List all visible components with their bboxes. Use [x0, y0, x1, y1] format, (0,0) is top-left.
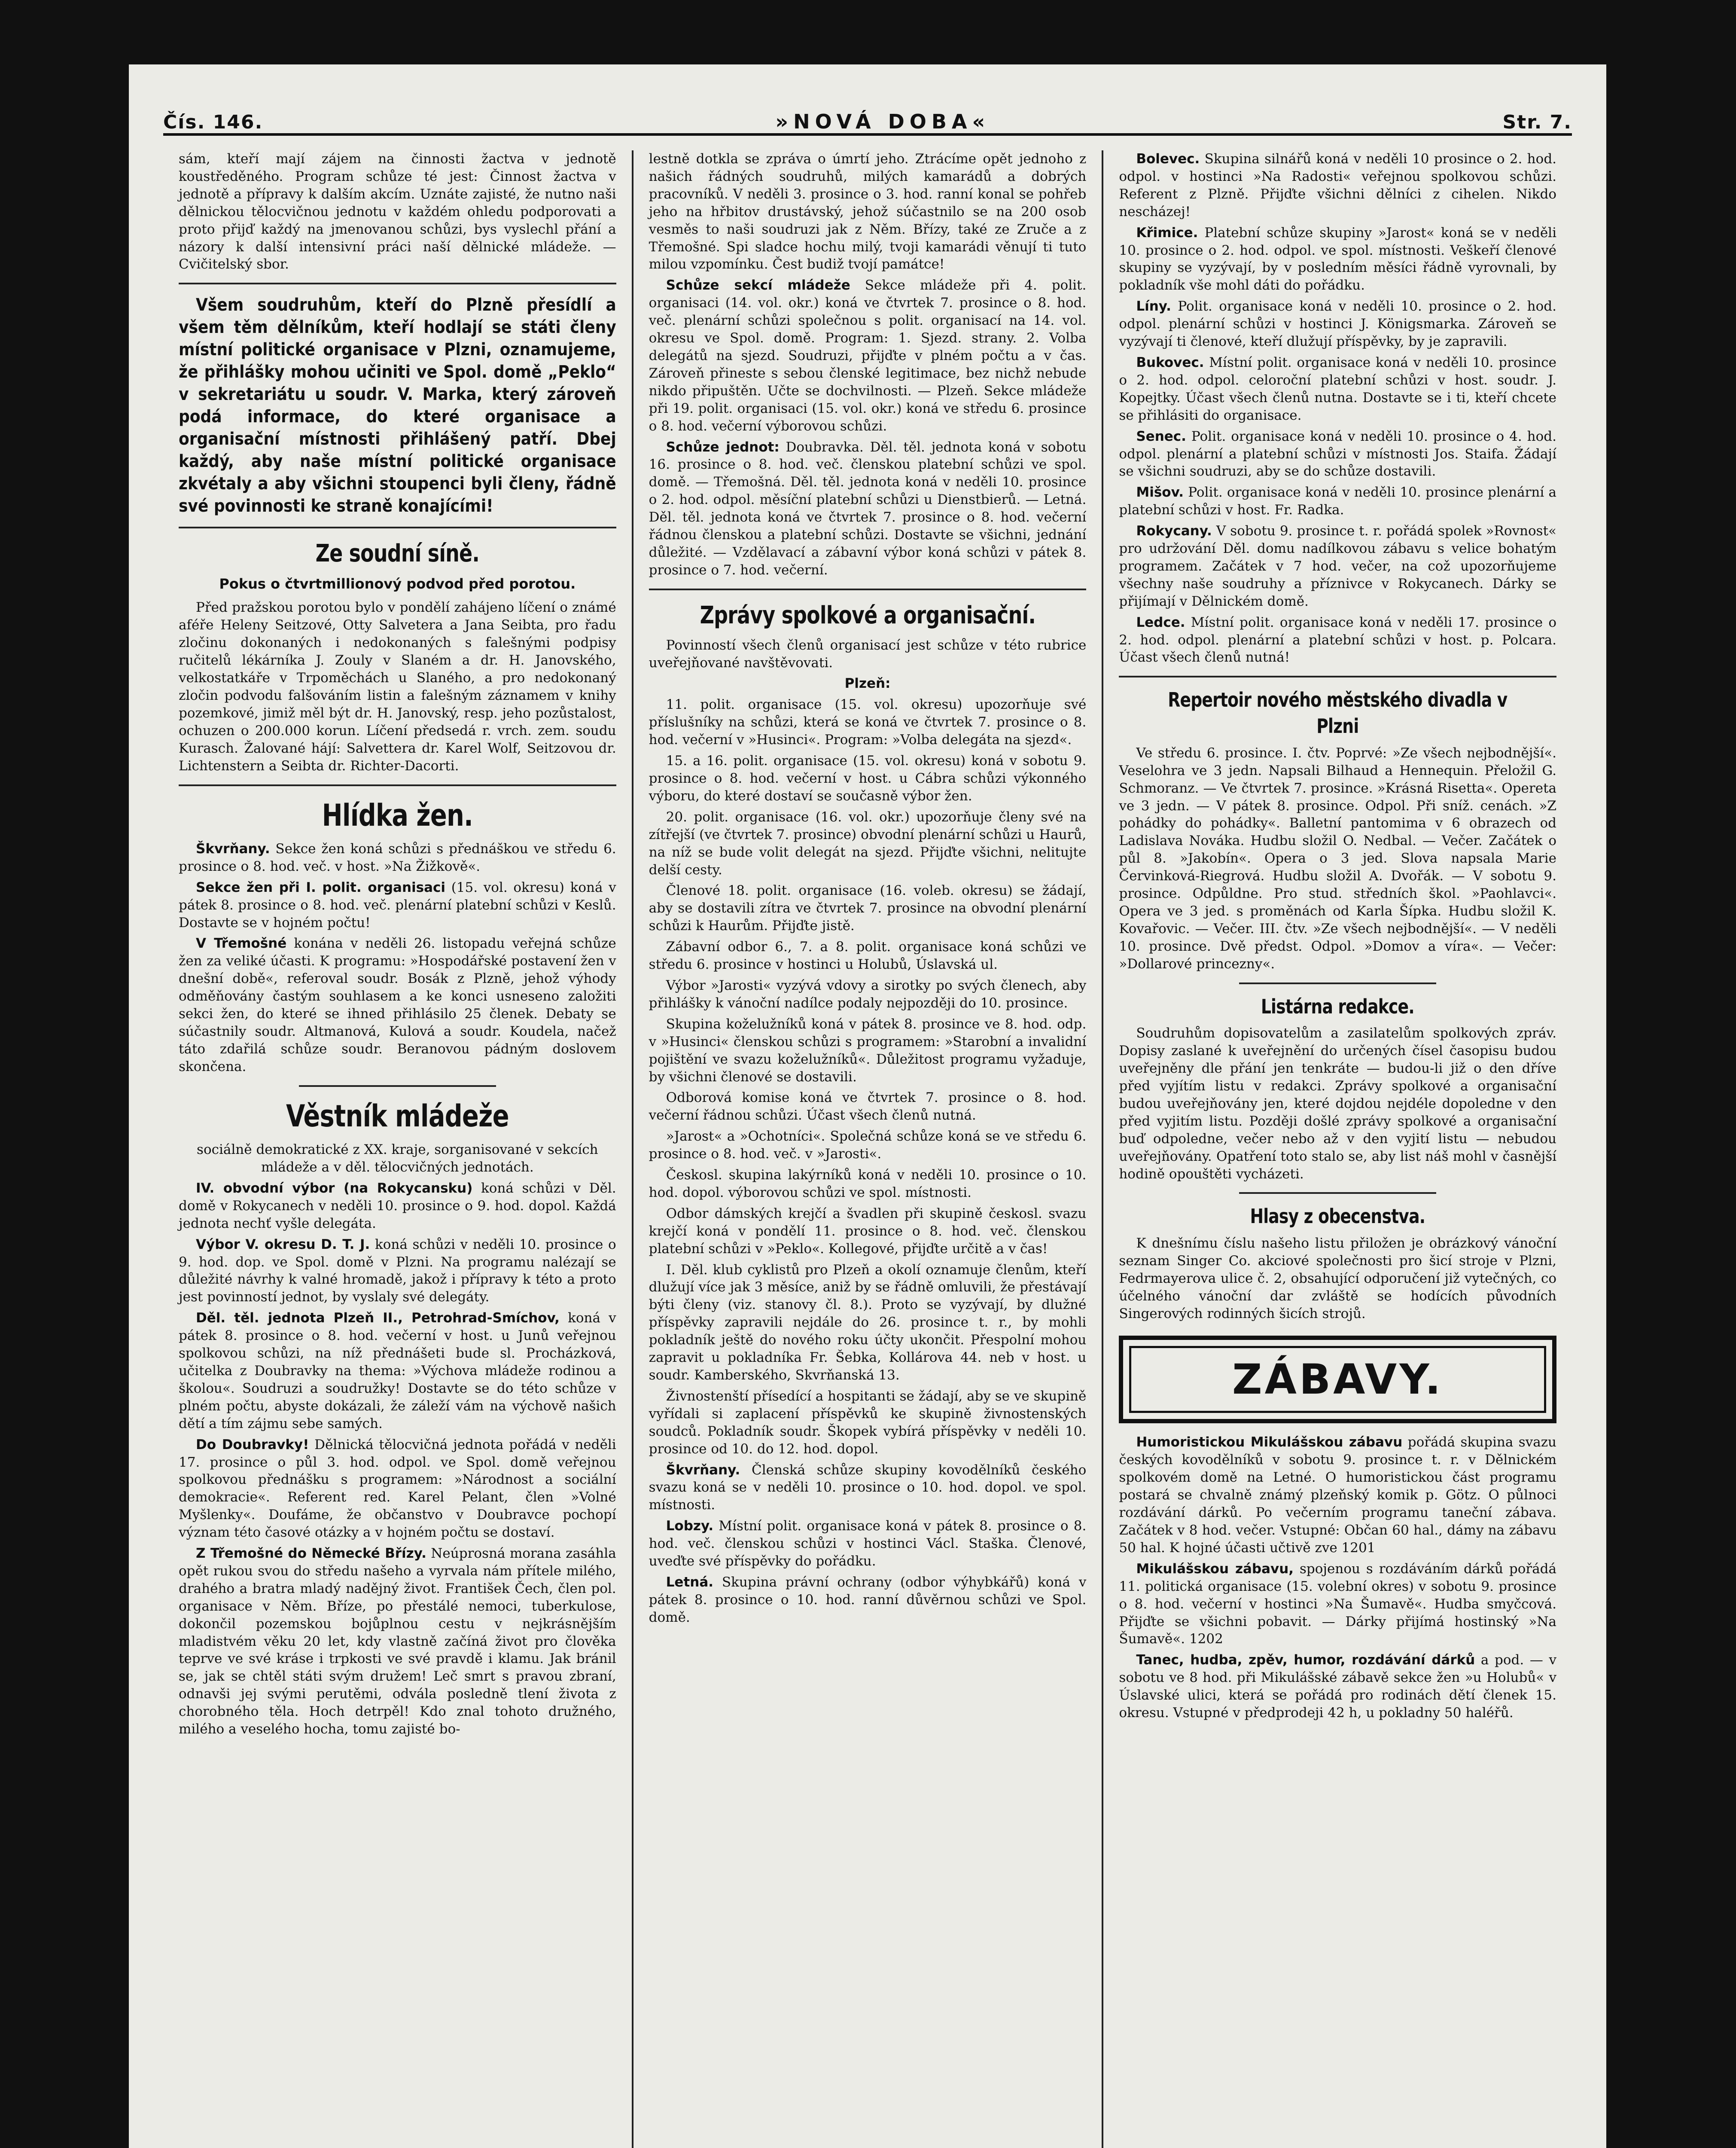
divider	[179, 283, 616, 284]
section-heading-editor: Listárna redakce.	[1261, 995, 1415, 1018]
item-label: Bukovec.	[1136, 354, 1204, 370]
list-item	[1119, 298, 1556, 351]
section-heading-theatre: Repertoir nového městského divadla v Plzni	[1168, 688, 1508, 738]
item-label: Lobzy.	[666, 1518, 714, 1534]
public-notice: K dnešnímu číslu našeho listu přiložen je obrázkový vánoční seznam Singer Co. akciové společnosti pro šicí stroje v Plzni, Fedrmayerova ulice č. 2, obsahující odporučení již vytečných, co účelného vánoční dar zvláště se hodících původních Singerových rodinných šicích strojů.	[1119, 1236, 1557, 1321]
list-item	[1119, 224, 1556, 295]
list-item	[179, 879, 616, 932]
list-item	[179, 935, 616, 1075]
entertainment-box	[1119, 1336, 1556, 1424]
item-label: Sekce žen při I. polit. organisaci	[196, 879, 446, 895]
item-label: Škvrňany.	[196, 841, 270, 857]
item-text: konána v neděli 26. listopadu veřejná schůze žen za veliké účasti. K programu: »Hospodářské postavení žen v dnešní době«, referoval soudr. Bosák z Plzně, jehož výhody odměňovány častým souhlasem a ke konci usneseno založiti sekci žen, do které se ihned přihlásilo 25 členek. Debaty se súčastnily soudr. Altmanová, Kulová a soudr. Koudela, načež táto zdařilá schůze soudr. Beranovou pádným doslovem skončena.	[179, 936, 616, 1074]
list-item	[1119, 484, 1556, 519]
item-label: Ledce.	[1136, 614, 1185, 630]
item-text: a pod. — v sobotu ve 8 hod. při Mikulášské zábavě sekce žen »u Holubů« v Úslavské ulici, která se pořádá pro rodinách dětí členek 15. okresu. Vstupné v předprodeji 42 h, u pokladny 50 haléřů.	[1119, 1652, 1557, 1721]
list-item	[1119, 150, 1556, 221]
column-2	[632, 150, 1102, 2148]
item-text: Sekce žen koná schůzi s přednáškou ve středu 6. prosince o 8. hod. več. v host. »Na Žižkově«.	[179, 841, 616, 874]
divider	[179, 527, 616, 528]
list-item	[1119, 1560, 1556, 1648]
item-label: Bolevec.	[1136, 151, 1200, 167]
list-item: Odbor dámských krejčí a švadlen při skupině českosl. svazu krejčí koná v pondělí 11. prosince o 8. hod. več. členskou platební schůzi v »Peklo«. Kollegové, přijďte určitě a v čas!	[649, 1205, 1087, 1257]
list-item	[179, 1180, 616, 1233]
item-label: Humoristickou Mikulášskou zábavu	[1136, 1434, 1403, 1450]
item-label: Mikulášskou zábavu,	[1136, 1561, 1294, 1577]
item-text: Doubravka. Děl. těl. jednota koná v sobotu 16. prosince o 8. hod. več. členskou platební schůzi ve spol. domě. — Třemošná. Děl. těl. jednota koná v neděli 10. prosince o 2. hod. odpol. měsíční platební schůzi u Dienstbierů. — Letná. Děl. těl. jednota koná ve čtvrtek 7. prosince o 8. hod. večerní řádnou členskou a platební schůzi. Dostavte se všichni, jednání důležité. — Vzdělavací a zábavní výbor koná schůzi v pátek 8. prosince o 7. hod. večerní.	[649, 439, 1087, 578]
item-label: Schůze sekcí mládeže	[666, 278, 850, 293]
list-item	[179, 1545, 616, 1738]
item-label: Schůze jednot:	[666, 439, 780, 455]
divider	[179, 784, 616, 786]
item-text: pořádá skupina svazu českých kovodělníků v sobotu 9. prosince t. r. v Dělnickém spolkovém domě na Letné. O humoristickou část programu postará se chvalně známý plzeňský komik p. Götz. O půlnoci rozdávání dárků. Po večerním programu taneční zábava. Začátek v 8 hod. večer. Vstupné: Občan 60 hal., dámy na zábavu 50 hal. K hojné účasti učtivě zve 1201	[1119, 1434, 1557, 1556]
section-heading-court: Ze soudní síně.	[315, 540, 480, 568]
item-label: Křimice.	[1136, 225, 1198, 241]
list-item: 11. polit. organisace (15. vol. okresu) upozorňuje své příslušníky na schůzi, která se koná ve čtvrtek 7. prosince o 8. hod. večerní v »Husinci«. Program: »Volba delegáta na sjezd«.	[649, 697, 1087, 748]
section-heading-youth: Věstník mládeže	[286, 1098, 509, 1134]
theatre-repertoire: Ve středu 6. prosince. I. čtv. Poprvé: »Ze všech nejbodnější«. Veselohra ve 3 jedn. Napsali Bilhaud a Hennequin. Přeložil G. Schmoranz. — Ve čtvrtek 7. prosince. »Krásná Risetta«. Opereta ve 3 jedn. — V pátek 8. prosince. Odpol. Při sníž. cenách. »Z pohádky do pohádky«. Balletní pantomima v 6 obrazech od Ladislava Nováka. Hudbu složil O. Nedbal. — Večer. Začátek o půl 8. »Jakobín«. Opera o 3 jed. Slova napsala Marie Červinková-Riegrová. Hudbu složil A. Dvořák. — V sobotu 9. prosince. Odpůldne. Pro stud. středních škol. »Paohlavci«. Opera ve 3 jed. s proměnách od Karla Šípka. Hudbu složil K. Kovařovic. — Večer. III. čtv. »Ze všech nejbodnější«. — V neděli 10. prosince. Dvě předst. Odpol. »Domov a víra«. — Večer: »Dollarové princezny«.	[1119, 745, 1557, 972]
court-subheading: Pokus o čtvrtmillionový podvod před porotou.	[219, 576, 576, 592]
item-text: Polit. organisace koná v neděli 10. prosince o 4. hod. odpol. plenární a platební schůzi v místnosti Jos. Staifa. Žádají se všichni soudruzi, aby se do schůze dostavili.	[1119, 428, 1557, 479]
list-item	[179, 840, 616, 876]
list-item	[649, 439, 1087, 579]
list-item	[1119, 1434, 1556, 1556]
appeal-notice: Všem soudruhům, kteří do Plzně přesídlí a všem těm dělníkům, kteří hodlají se státi členy místní politické organisace v Plzni, oznamujeme, že přihlášky mohou učiniti ve Spol. domě „Peklo“ v sekretariátu u soudr. V. Marka, který zároveň podá informace, do které organisace a organisační místnosti přihlášený patří. Dbej každý, aby naše místní politické organisace zkvétaly a aby všichni stoupenci byli členy, řádně své povinnosti ke straně konajícími!	[179, 295, 616, 516]
item-text: V sobotu 9. prosince t. r. pořádá spolek »Rovnost« pro udržování Děl. domu nadílkovou zábavu s velice bohatým programem. Začátek v 7 hod. večer, na což upozorňujeme všechny naše soudruhy a příznivce v Rokycanech. Dárky se přijímají v Dělnickém domě.	[1119, 523, 1557, 609]
item-label: Škvrňany.	[666, 1462, 740, 1478]
list-item	[1119, 1651, 1556, 1722]
list-item: Živnostenští přísedící a hospitanti se žádají, aby se ve skupině vyřídali si zaplacení příspěvků ke skupině živnostenských soudců. Pokladník soudr. Škopek vybírá příspěvky v neděli 10. prosince od 10. do 12. hod. dopol.	[649, 1388, 1087, 1457]
item-text: Místní polit. organisace koná v neděli 17. prosince o 2. hod. odpol. plenární a platební schůzi v host. p. Polcara. Účast všech členů nutná!	[1119, 614, 1557, 665]
item-text: Polit. organisace koná v neděli 10. prosince o 2. hod. odpol. plenární schůzi v hostinci J. Königsmarka. Zároveň se vyzývají ti členové, kteří dlužují příspěvky, by je zapravili.	[1119, 299, 1557, 350]
list-item: 20. polit. organisace (16. vol. okr.) upozorňuje členy své na zítřejší (ve čtvrtek 7. prosince) obvodní plenární schůzi u Haurů, na níž se bude volit delegát na sjezd. Přijďte všichni, nelitujte delší cesty.	[649, 809, 1087, 878]
item-label: Výbor V. okresu D. T. J.	[196, 1236, 370, 1252]
divider	[1239, 1192, 1436, 1194]
youth-intro: sociálně demokratické z XX. kraje, sorganisované v sekcích mládeže a v děl. tělocvičných jednotách.	[197, 1142, 598, 1175]
item-label: Tanec, hudba, zpěv, humor, rozdávání dárků	[1136, 1652, 1475, 1668]
divider	[649, 589, 1087, 590]
list-item: Členové 18. polit. organisace (16. voleb. okresu) se žádají, aby se dostavili zítra ve čtvrtek 7. prosince na obvodní plenární schůzi k Haurům. Přijďte jistě.	[649, 883, 1087, 934]
list-item: »Jarost« a »Ochotníci«. Společná schůze koná se ve středu 6. prosince o 8. hod. več. v »Jarosti«.	[649, 1129, 1087, 1162]
list-item: Českosl. skupina lakýrníků koná v neděli 10. prosince o 10. hod. dopol. výborovou schůzi ve spol. místnosti.	[649, 1167, 1087, 1200]
item-text: koná schůzi v Děl. domě v Rokycanech v neděli 10. prosince o 9. hod. dopol. Každá jednota nechť vyšle delegáta.	[179, 1180, 616, 1231]
columns	[163, 150, 1572, 2148]
item-label: Z Třemošné do Německé Břízy.	[196, 1546, 426, 1562]
divider	[1119, 676, 1556, 677]
item-text: Členská schůze skupiny kovodělníků českého svazu koná se v neděli 10. prosince o 10. hod. dopol. ve spol. místnosti.	[649, 1462, 1087, 1513]
item-label: Do Doubravky!	[196, 1437, 309, 1452]
item-label: Senec.	[1136, 428, 1186, 444]
item-label: V Třemošné	[196, 936, 287, 952]
list-item: 15. a 16. polit. organisace (15. vol. okresu) koná v sobotu 9. prosince o 8. hod. večerní v host. u Cábra schůzi výkonného výboru, do které dostaví se současně výbor žen.	[649, 753, 1087, 804]
list-item: Výbor »Jarosti« vyzývá vdovy a sirotky po svých členech, aby přihlášky k vánoční nadílce podaly nejpozději do 10. prosince.	[649, 977, 1087, 1011]
item-label: IV. obvodní výbor (na Rokycansku)	[196, 1180, 473, 1196]
item-text: (15. vol. okresu) koná v pátek 8. prosince o 8. hod. več. plenární platební schůzi v Keslů. Dostavte se v hojném počtu!	[179, 879, 616, 931]
list-item	[1119, 522, 1556, 610]
item-text: Sekce mládeže při 4. polit. organisaci (14. vol. okr.) koná ve čtvrtek 7. prosince o 8. hod. več. plenární schůzi společnou s polit. organisací na 14. vol. okresu ve Spol. domě. Program: 1. Sjezd. strany. 2. Volba delegátů na sjezd. Soudruzi, přijďte v plném počtu a v čas. Zároveň přineste s sebou členské legitimace, bez nichž nebude nikdo připuštěn. Učte se dochvilnosti. — Plzeň. Sekce mládeže při 19. polit. organisaci (15. vol. okr.) koná ve středu 6. prosince o 8. hod. večerní výborovou schůzi.	[649, 278, 1087, 434]
item-label: Mišov.	[1136, 485, 1184, 500]
list-item	[649, 1517, 1087, 1570]
article-text: lestně dotkla se zpráva o úmrtí jeho. Ztrácíme opět jednoho z našich řádných soudruhů, milých kamarádů a dobrých pracovníků. V neděli 3. prosince o 3. hod. ranní konal se pohřeb jeho na hřbitov drustávský, jehož súčastnilo se na 200 osob vesměs to naši soudruzi jak z Něm. Břízy, také ze Zruče a z Třemošné. Spi sladce hochu milý, tvoji kamarádi věnují ti tuto milou vzpomínku. Čest budiž tvojí památce!	[649, 151, 1087, 272]
list-item	[1119, 614, 1556, 667]
list-item	[179, 1236, 616, 1306]
item-text: koná v pátek 8. prosince o 8. hod. večerní v host. u Junů veřejnou spolkovou schůzi, na níž přednášeti bude sl. Procházková, učitelka z Doubravky na thema: »Výchova mládeže rodinou a školou«. Soudruzi a soudružky! Dostavte se do této schůze v plném počtu, abyste dokázali, že záleží vám na výchově našich dětí a tím zájmu sebe samých.	[179, 1310, 616, 1431]
item-text: Místní polit. organisace koná v pátek 8. prosince o 8. hod. več. členskou schůzi v hostinci Václ. Staška. Členové, uveďte své příspěvky do pořádku.	[649, 1518, 1087, 1569]
divider	[1239, 982, 1436, 984]
item-label: Letná.	[666, 1574, 714, 1590]
item-text: koná schůzi v neděli 10. prosince o 9. hod. dop. ve Spol. domě v Plzni. Na programu nalézají se důležité návrhy k valné hromadě, jakož i přípravy k této a proto jest povinností jednot, by vyslaly své delegáty.	[179, 1236, 616, 1305]
list-item: Odborová komise koná ve čtvrtek 7. prosince o 8. hod. večerní řádnou schůzi. Účast všech členů nutná.	[649, 1090, 1087, 1123]
editor-notice: Soudruhům dopisovatelům a zasilatelům spolkových zpráv. Dopisy zaslané k uveřejnění do určených čísel časopisu budou uveřejněny dle přání jen tenkráte — budou-li již o den dříve před vyjítím listu v redakci. Zprávy spolkové a organisační budou uveřejňovány jen, které dojdou nejdéle dopoledne v den před vyjitím listu. Později došlé zprávy spolkové a organisační buď odpoledne, večer nebo až v den vyjití listu — nebudou uveřejňovány. Opatření toto stalo se, aby list náš mohl v časnější hodině opouštěti vycházeti.	[1119, 1025, 1557, 1182]
list-item	[1119, 428, 1556, 481]
item-text: Místní polit. organisace koná v neděli 10. prosince o 2. hod. odpol. celoroční platební schůzi v host. soudr. J. Kopejtky. Účast všech členů nutna. Dostavte se i ti, kteří chcete se přihlásiti do organisace.	[1119, 354, 1557, 423]
column-3	[1102, 150, 1572, 2148]
section-heading-women: Hlídka žen.	[322, 797, 473, 833]
item-text: Skupina silnářů koná v neděli 10 prosince o 2. hod. odpol. v hostinci »Na Radosti« veřejnou spolkovou schůzi. Referent z Plzně. Přijďte všichni dělníci z cihelen. Nikdo nescházej!	[1119, 151, 1557, 220]
item-text: Skupina právní ochrany (odbor výhybkářů) koná v pátek 8. prosince o 10. hod. ranní důvěrnou schůzi ve Spol. domě.	[649, 1574, 1087, 1625]
associations-intro: Povinností všech členů organisací jest schůze v této rubrice uveřejňované navštěvovati.	[649, 637, 1087, 671]
list-item: I. Děl. klub cyklistů pro Plzeň a okolí oznamuje členům, kteří dlužují více jak 3 měsíce, aniž by se řádně omluvili, že přestávají býti členy (viz. stanovy čl. 8.). Proto se vyzývají, by dlužné příspěvky zapravili nejdále do 26. prosince t. r., by mohli pokladník ještě do nového roku účty ukončit. Přespolní mohou zapravit u pokladníka Fr. Šebka, Kollárova 44. neb v host. u soudr. Kamberského, Skvrňanská 13.	[649, 1262, 1087, 1383]
masthead	[163, 95, 1572, 136]
column-1	[163, 150, 632, 2148]
item-text: Neúprosná morana zasáhla opět rukou svou do středu našeho a vyrvala nám přítele milého, drahého a bratra mladý nadějný život. František Čech, člen pol. organisace v Něm. Bříze, po přestálé nemoci, tuberkulose, dokončil pozemskou bojůplnou cestu v nejkrásnějším mladistvém věku 20 let, kdy vlastně začíná život pro člověka teprve ve své kráse i trpkosti ve své pravdě i klamu. Jak bránil se, jak se chtěl státi svým družem! Leč smrt s pravou zbraní, odnavši jej svými perutěmi, odvála posledně tlení života z chorobného těla. Hoch detrpěl! Kdo znal tohoto družného, milého a veselého hocha, tomu zajisté bo-	[179, 1546, 616, 1737]
item-label: Rokycany.	[1136, 523, 1212, 539]
newspaper-title: »NOVÁ DOBA«	[775, 110, 990, 133]
item-label: Děl. těl. jednota Plzeň II., Petrohrad-Smíchov,	[196, 1310, 560, 1326]
list-item: Skupina koželužníků koná v pátek 8. prosince ve 8. hod. odp. v »Husinci« členskou schůzi s programem: »Starobní a invalidní pojištění ve svazu koželužníků«. Důležitost programu vyžaduje, by všichni členové se dostavili.	[649, 1016, 1087, 1085]
page-number: Str. 7.	[1502, 111, 1572, 133]
item-text: Dělnická tělocvičná jednota pořádá v neděli 17. prosince o půl 3. hod. odpol. ve Spol. domě veřejnou spolkovou přednášku s programem: »Národnost a sociální demokracie«. Referent red. Karel Pelant, člen »Volné Myšlenky«. Doufáme, že občanstvo v Doubravce pochopí význam této časové otázky a v hojném počtu se dostaví.	[179, 1437, 616, 1541]
item-label: Líny.	[1136, 299, 1171, 314]
court-article: Před pražskou porotou bylo v pondělí zahájeno líčení o známé aféře Heleny Seitzové, Otty Salvetera a Jana Seibta, pro řadu zločinu dokonaných i nedokonaných s falešnými podpisy ručitelů lékárníka J. Zouly v Slaném a dr. H. Janovského, velkostatkáře v Trpoměchách u Slaného, a pro nedokonaný zločin podvodu falšováním listin a falešným záznamem v knihy pozemkové, jimiž měl být dr. H. Janovský, resp. jeho pozůstalost, ochuzen o 200.000 korun. Líčení předsedá r. vrch. zem. soudu Kurasch. Žalované hájí: Salvettera dr. Karel Wolf, Seitzovou dr. Lichtenstern a Seibta dr. Richter-Dacorti.	[179, 600, 616, 774]
item-text: spojenou s rozdáváním dárků pořádá 11. politická organisace (15. volební okres) v sobotu 9. prosince o 8. hod. večerní v hostinci »Na Šumavě«. Hudba smyčcová. Přijďte se všichni pobavit. — Dárky přijímá hostinský »Na Šumavě«. 1202	[1119, 1561, 1557, 1647]
item-text: Platební schůze skupiny »Jarost« koná se v neděli 10. prosince o 2. hod. odpol. ve spol. místnosti. Veškeří členové skupiny se vyzývají, by v posledním měsíci řádně vyrovnali, by pokladník vše mohl dáti do pořádku.	[1119, 225, 1557, 293]
list-item	[649, 1461, 1087, 1514]
city-heading: Plzeň:	[844, 676, 891, 692]
item-text: Polit. organisace koná v neděli 10. prosince plenární a platební schůzi v host. Fr. Radka.	[1119, 485, 1557, 518]
list-item	[179, 1309, 616, 1432]
newspaper-page	[129, 64, 1606, 2148]
section-heading-associations: Zprávy spolkové a organisační.	[700, 601, 1036, 629]
list-item: Zábavní odbor 6., 7. a 8. polit. organisace koná schůzi ve středu 6. prosince v hostinci u Holubů, Úslavská ul.	[649, 939, 1087, 973]
issue-number: Čís. 146.	[163, 111, 263, 133]
article-text: sám, kteří mají zájem na činnosti žactva v jednotě koustředěného. Program schůze té jest: Činnost žactva v jednotě a přípravy k dalším akcím. Uznáte zajisté, že nutno naši dělnickou tělocvičnou jednotu v každém ohledu podporovati a proto přijď každý na jmenovanou schůzi, bys vyslechl přání a názory k další intensivní práci naší dělnické mládeže. — Cvičitelský sbor.	[179, 151, 616, 272]
divider	[299, 1085, 496, 1087]
list-item	[1119, 354, 1556, 424]
section-heading-public: Hlasy z obecenstva.	[1250, 1205, 1425, 1228]
list-item	[649, 1574, 1087, 1626]
list-item	[179, 1436, 616, 1541]
entertainment-heading: ZÁBAVY.	[1129, 1346, 1546, 1413]
list-item	[649, 277, 1087, 435]
